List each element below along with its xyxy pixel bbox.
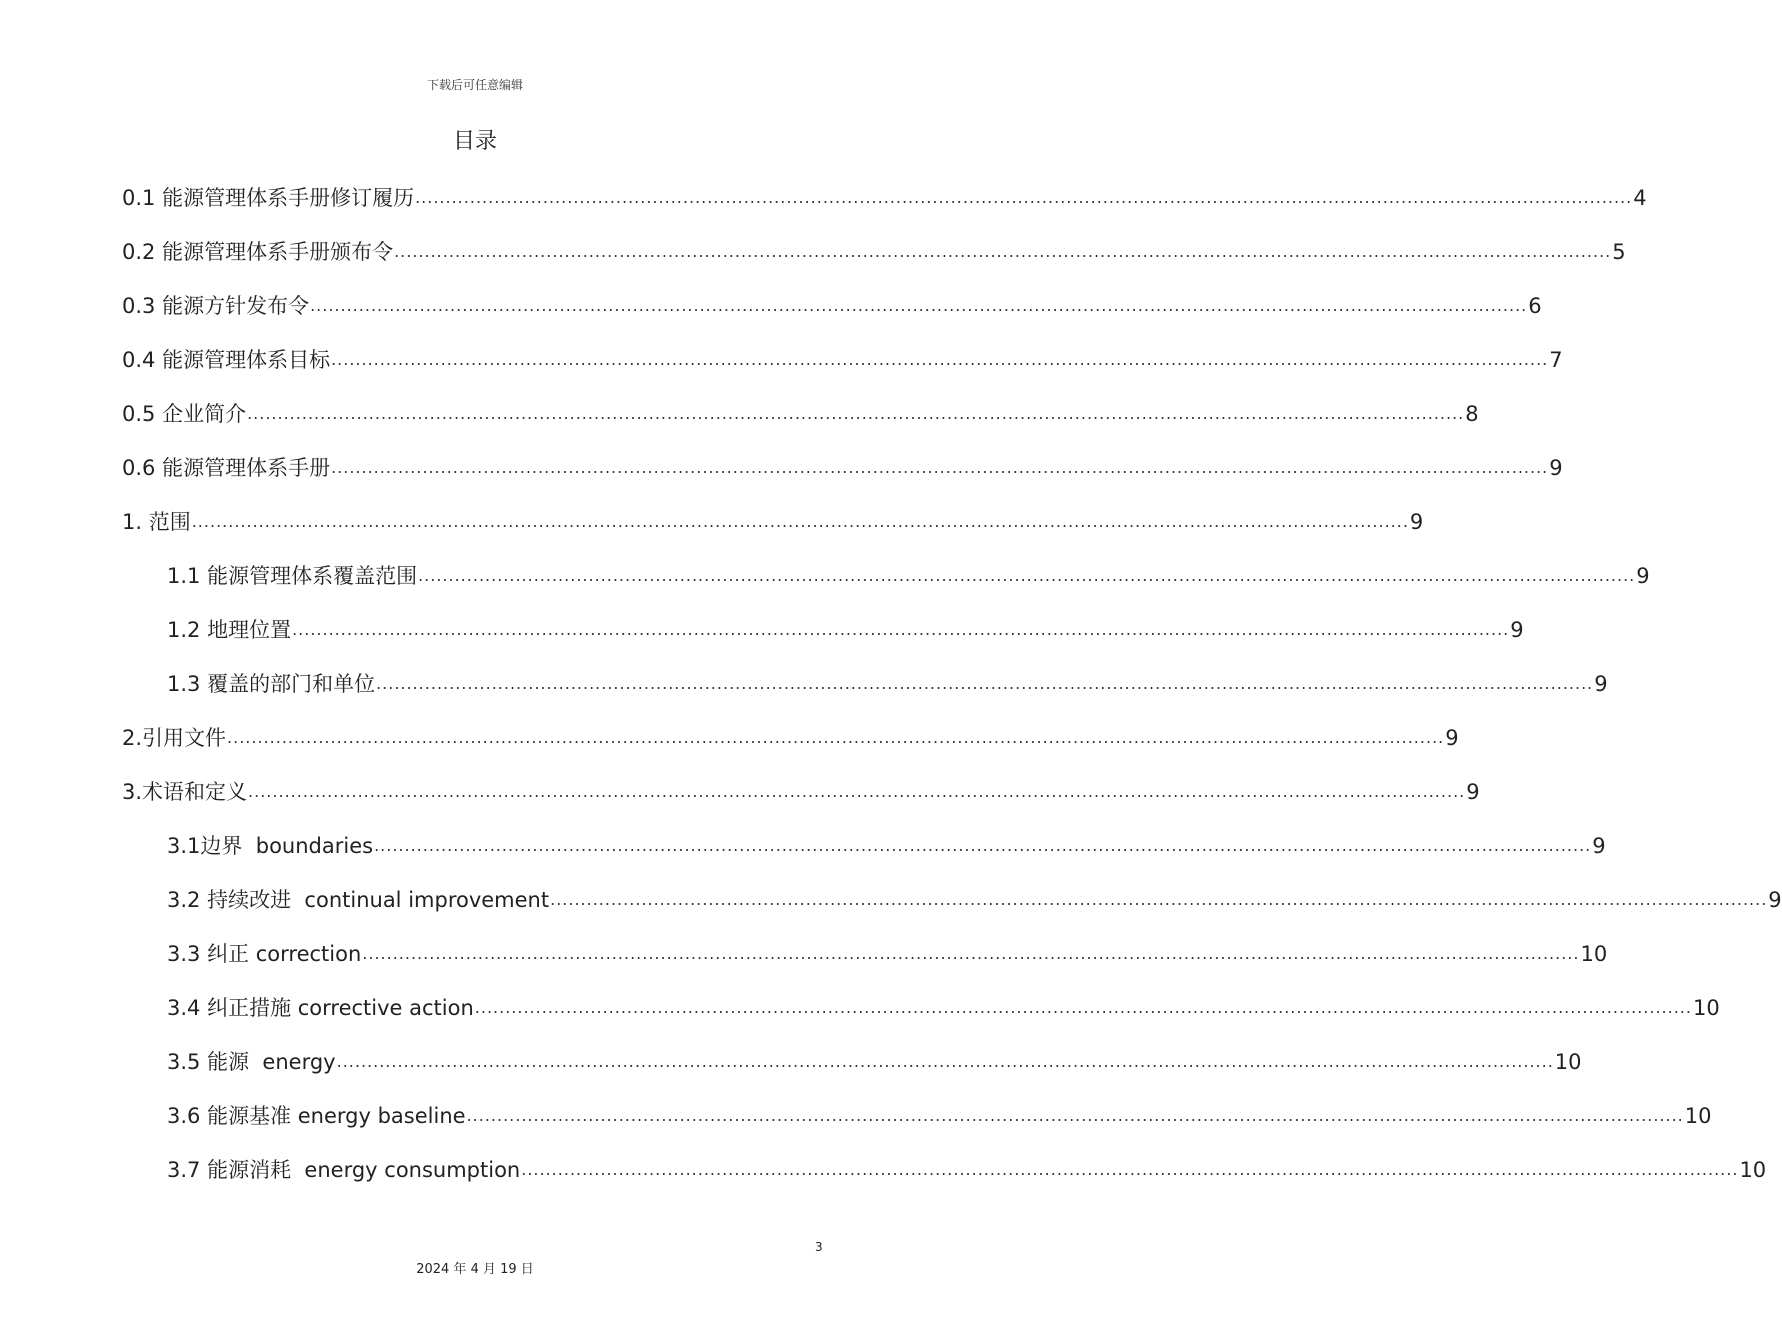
toc-entry[interactable]: [167, 1144, 1767, 1184]
toc-entry[interactable]: [167, 658, 1608, 698]
toc-entry-label: 3.1边界 boundaries: [167, 834, 374, 858]
toc-entry[interactable]: [167, 1036, 1582, 1076]
toc-entry-page: 9: [1549, 456, 1563, 480]
toc-entry-page: 4: [1633, 186, 1647, 210]
toc-leader-dots: ........................................................................................................................................................................................................: [336, 1052, 1554, 1071]
toc-entry[interactable]: [122, 172, 1647, 212]
toc-entry-label: 1.2 地理位置: [167, 618, 292, 642]
toc-leader-dots: ........................................................................................................................................................................................................: [331, 350, 1549, 369]
toc-entry[interactable]: [122, 388, 1479, 428]
toc-entry-page: 5: [1612, 240, 1626, 264]
toc-leader-dots: ........................................................................................................................................................................................................: [466, 1106, 1684, 1125]
toc-entry-page: 9: [1466, 780, 1480, 804]
toc-entry-page: 10: [1580, 942, 1608, 966]
toc-entry-label: 1. 范围: [122, 510, 191, 534]
toc-entry[interactable]: [122, 766, 1480, 806]
toc-leader-dots: ........................................................................................................................................................................................................: [247, 404, 1465, 423]
toc-entry[interactable]: [122, 496, 1424, 536]
toc-entry[interactable]: [167, 874, 1782, 914]
toc-entry[interactable]: [122, 442, 1563, 482]
toc-entry[interactable]: [167, 604, 1524, 644]
toc-entry-label: 0.1 能源管理体系手册修订履历: [122, 186, 415, 210]
toc-leader-dots: ........................................................................................................................................................................................................: [227, 728, 1445, 747]
toc-entry[interactable]: [167, 820, 1606, 860]
toc-entry[interactable]: [167, 982, 1720, 1022]
toc-entry[interactable]: [122, 226, 1626, 266]
toc-entry-page: 9: [1409, 510, 1424, 534]
header-note: 下载后可任意编辑: [426, 78, 523, 92]
toc-entry[interactable]: [167, 928, 1608, 968]
toc-entry-page: 10: [1554, 1050, 1582, 1074]
toc-entry-label: 3.2 持续改进 continual improvement: [167, 888, 550, 912]
footer-date: 2024 年 4 月 19 日: [416, 1262, 534, 1277]
toc-entry-page: 9: [1636, 564, 1650, 588]
toc-entry[interactable]: [122, 712, 1459, 752]
toc-entry-page: 9: [1510, 618, 1524, 642]
toc-entry-page: 9: [1594, 672, 1608, 696]
toc-entry-label: 3.5 能源 energy: [167, 1050, 336, 1074]
page-number: 3: [815, 1240, 823, 1254]
toc-entry[interactable]: [167, 1090, 1712, 1130]
toc-leader-dots: ........................................................................................................................................................................................................: [331, 458, 1549, 477]
toc-leader-dots: ........................................................................................................................................................................................................: [418, 566, 1636, 585]
toc-leader-dots: ........................................................................................................................................................................................................: [521, 1160, 1739, 1179]
toc-entry-page: 9: [1768, 888, 1782, 912]
toc-leader-dots: ........................................................................................................................................................................................................: [474, 998, 1692, 1017]
toc-entry-label: 0.5 企业简介: [122, 402, 247, 426]
toc-entry-label: 3.6 能源基准 energy baseline: [167, 1104, 466, 1128]
toc-leader-dots: ........................................................................................................................................................................................................: [362, 944, 1580, 963]
toc-entry-label: 0.4 能源管理体系目标: [122, 348, 331, 372]
toc-entry-page: 9: [1592, 834, 1606, 858]
toc-entry-page: 10: [1692, 996, 1720, 1020]
toc-entry[interactable]: [167, 550, 1650, 590]
toc-entry-label: 1.3 覆盖的部门和单位: [167, 672, 376, 696]
toc-entry-label: 3.4 纠正措施 corrective action: [167, 996, 474, 1020]
toc-entry-page: 7: [1549, 348, 1563, 372]
toc-entry-page: 10: [1684, 1104, 1712, 1128]
toc-entry-page: 9: [1445, 726, 1459, 750]
toc-entry-label: 0.2 能源管理体系手册颁布令: [122, 240, 394, 264]
toc-leader-dots: ........................................................................................................................................................................................................: [248, 782, 1466, 801]
toc-leader-dots: ........................................................................................................................................................................................................: [376, 674, 1594, 693]
toc-leader-dots: ........................................................................................................................................................................................................: [550, 890, 1768, 909]
toc-leader-dots: ........................................................................................................................................................................................................: [374, 836, 1592, 855]
toc-title: 目录: [452, 129, 497, 154]
toc-entry[interactable]: [122, 334, 1563, 374]
toc-entry-label: 2.引用文件: [122, 726, 227, 750]
toc-entry-label: 3.7 能源消耗 energy consumption: [167, 1158, 521, 1182]
toc-entry-label: 3.术语和定义: [122, 780, 248, 804]
toc-leader-dots: ........................................................................................................................................................................................................: [292, 620, 1510, 639]
toc-leader-dots: ........................................................................................................................................................................................................: [310, 296, 1528, 315]
toc-entry-label: 0.6 能源管理体系手册: [122, 456, 331, 480]
toc-leader-dots: ........................................................................................................................................................................................................: [191, 512, 1409, 531]
toc-entry-page: 6: [1528, 294, 1542, 318]
toc-entry-label: 0.3 能源方针发布令: [122, 294, 310, 318]
toc-entry-page: 8: [1465, 402, 1479, 426]
toc-entry-label: 3.3 纠正 correction: [167, 942, 362, 966]
toc-entry[interactable]: [122, 280, 1542, 320]
toc-leader-dots: ........................................................................................................................................................................................................: [415, 188, 1633, 207]
toc-entry-label: 1.1 能源管理体系覆盖范围: [167, 564, 418, 588]
toc-leader-dots: ........................................................................................................................................................................................................: [394, 242, 1612, 261]
toc-entry-page: 10: [1739, 1158, 1767, 1182]
